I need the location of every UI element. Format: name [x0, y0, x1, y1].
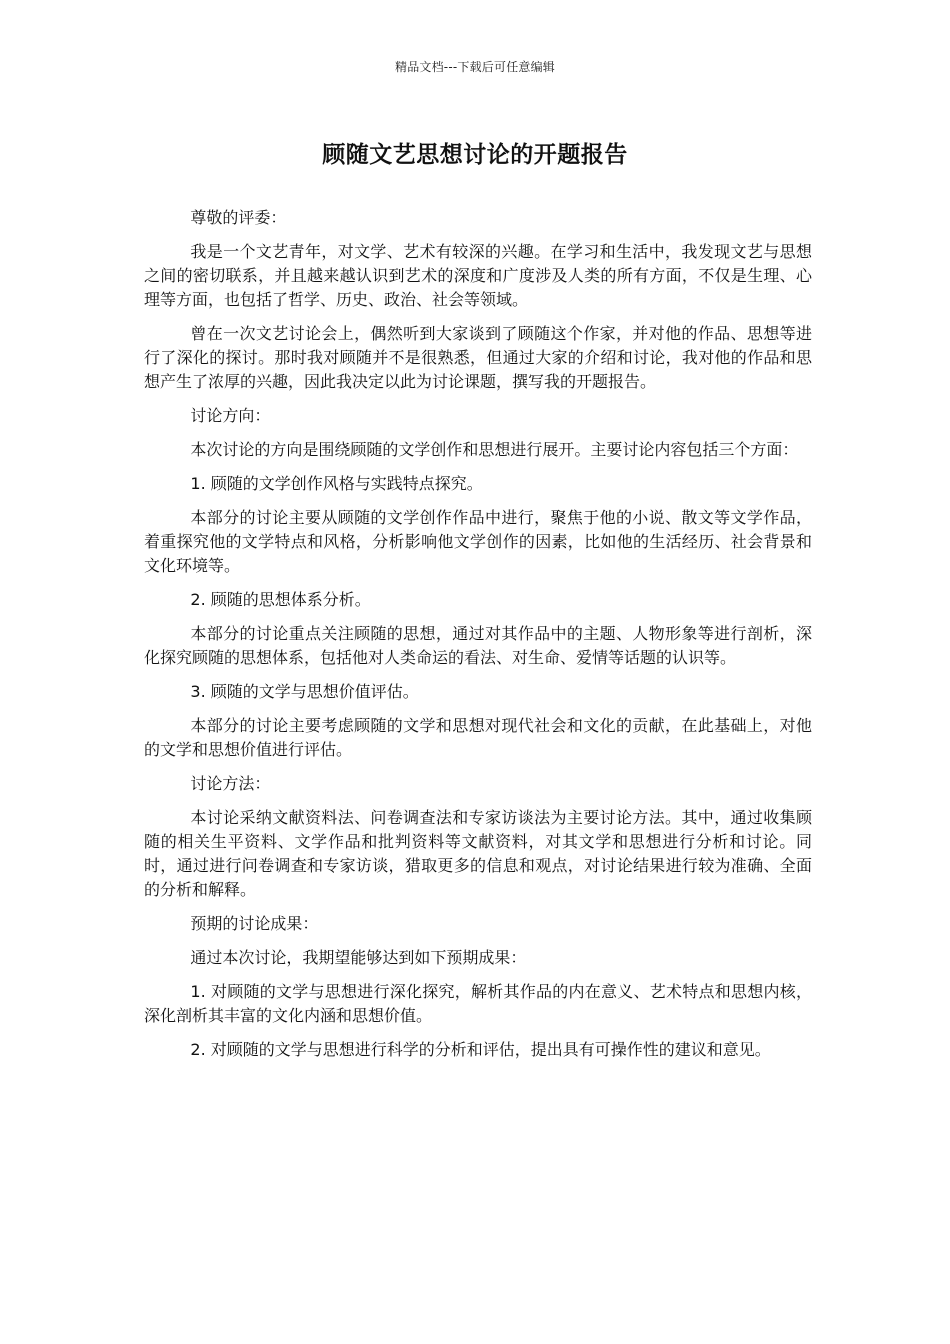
salutation: 尊敬的评委：: [190, 208, 287, 227]
document-title: 顾随文艺思想讨论的开题报告: [322, 142, 628, 168]
list-item: 2. 顾随的思想体系分析。: [190, 590, 371, 609]
body-paragraph: 通过本次讨论，我期望能够达到如下预期成果：: [190, 948, 527, 967]
list-item: 1. 对顾随的文学与思想进行深化探究，解析其作品的内在意义、艺术特点和思想内核，深化剖析其丰富的文化内涵和思想价值。: [144, 982, 812, 1025]
body-paragraph: 曾在一次文艺讨论会上，偶然听到大家谈到了顾随这个作家，并对他的作品、思想等进行了深化的探讨。那时我对顾随并不是很熟悉，但通过大家的介绍和讨论，我对他的作品和思想产生了浓厚的兴趣，因此我决定以此为讨论课题，撰写我的开题报告。: [144, 324, 812, 391]
body-paragraph: 本部分的讨论主要考虑顾随的文学和思想对现代社会和文化的贡献，在此基础上，对他的文学和思想价值进行评估。: [144, 716, 812, 759]
list-item: 3. 顾随的文学与思想价值评估。: [190, 682, 419, 701]
section-heading: 讨论方法：: [190, 774, 271, 793]
list-item: 2. 对顾随的文学与思想进行科学的分析和评估，提出具有可操作性的建议和意见。: [190, 1040, 771, 1059]
body-paragraph: 我是一个文艺青年，对文学、艺术有较深的兴趣。在学习和生活中，我发现文艺与思想之间的密切联系，并且越来越认识到艺术的深度和广度涉及人类的所有方面，不仅是生理、心理等方面，也包括了哲学、历史、政治、社会等领域。: [144, 242, 812, 309]
section-heading: 预期的讨论成果：: [190, 914, 319, 933]
document-body: [144, 206, 812, 1072]
body-paragraph: 本部分的讨论主要从顾随的文学创作作品中进行，聚焦于他的小说、散文等文学作品，着重探究他的文学特点和风格，分析影响他文学创作的因素，比如他的生活经历、社会背景和文化环境等。: [144, 508, 812, 575]
body-paragraph: 本讨论采纳文献资料法、问卷调查法和专家访谈法为主要讨论方法。其中，通过收集顾随的相关生平资料、文学作品和批判资料等文献资料，对其文学和思想进行分析和讨论。同时，通过进行问卷调查和专家访谈，猎取更多的信息和观点，对讨论结果进行较为准确、全面的分析和解释。: [144, 808, 812, 899]
body-paragraph: 本次讨论的方向是围绕顾随的文学创作和思想进行展开。主要讨论内容包括三个方面：: [190, 440, 799, 459]
section-heading: 讨论方向：: [190, 406, 271, 425]
body-paragraph: 本部分的讨论重点关注顾随的思想，通过对其作品中的主题、人物形象等进行剖析，深化探究顾随的思想体系，包括他对人类命运的看法、对生命、爱情等话题的认识等。: [144, 624, 812, 667]
list-item: 1. 顾随的文学创作风格与实践特点探究。: [190, 474, 483, 493]
header-note: 精品文档---下载后可任意编辑: [395, 60, 555, 74]
